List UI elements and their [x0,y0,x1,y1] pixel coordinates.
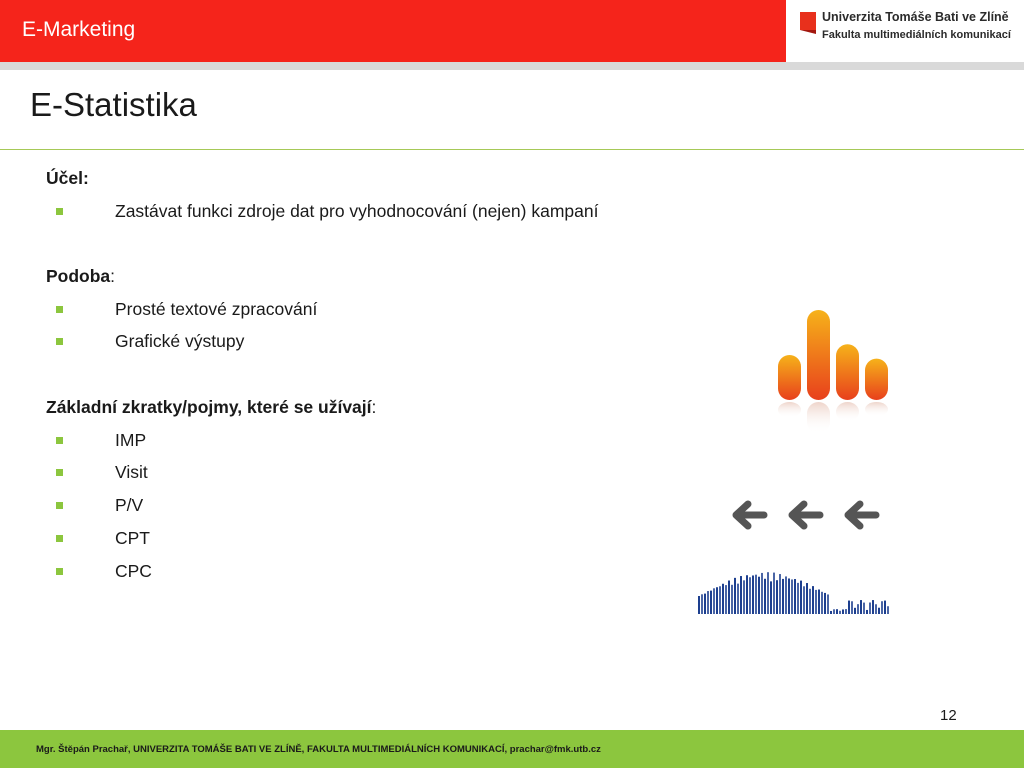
list-item-text: CPT [115,528,150,548]
arrows-left-icon [736,504,876,526]
histogram-bar [713,588,715,614]
logo-university-name: Univerzita Tomáše Bati ve Zlíně [822,10,1009,24]
histogram-bar [698,596,700,614]
histogram-bar [758,577,760,614]
list-item-text: IMP [115,430,147,450]
histogram-bar [728,581,730,614]
histogram-bar [764,579,766,614]
histogram-bar [803,586,805,614]
histogram-bar [737,584,739,614]
histogram-bar [794,579,796,614]
histogram-bar [854,608,856,614]
statistics-illustration [690,300,900,620]
histogram-bar [710,591,712,614]
bar-mark [778,355,801,400]
bullet-icon [56,208,63,215]
histogram-bar [770,581,772,614]
list-item-text: Visit [115,462,148,482]
histogram-bar [839,611,841,614]
histogram-bar [704,594,706,614]
histogram-bar [806,583,808,614]
histogram-bar [872,600,874,614]
list-item-text: Grafické výstupy [115,331,245,351]
histogram-bar [719,586,721,614]
histogram-bar [740,576,742,614]
bullet-icon [56,469,63,476]
histogram-bar [848,601,850,614]
heading-colon: : [110,266,116,286]
section-title: E-Marketing [22,18,136,41]
histogram-bar [878,608,880,614]
histogram-bar [866,610,868,614]
histogram-bar [851,601,853,614]
bullet-icon [56,437,63,444]
histogram-bar [785,576,787,614]
histogram-bar [722,584,724,614]
histogram-bar [743,580,745,614]
histogram-bar [815,590,817,614]
heading-text: Podoba [46,266,111,286]
histogram-bar [863,603,865,614]
histogram-bar [716,587,718,614]
bar-reflection [778,402,801,418]
histogram-bar [824,593,826,614]
histogram-bar [842,609,844,614]
histogram-bar [833,609,835,614]
histogram-bar [749,577,751,614]
bullet-icon [56,338,63,345]
histogram-bar [755,575,757,614]
heading-form [46,266,115,287]
bullet-icon [56,306,63,313]
bullet-icon [56,535,63,542]
histogram-bar [800,581,802,614]
list-item-text: CPC [115,561,152,581]
footer-bar [0,730,1024,768]
list-item-text: P/V [115,495,144,515]
histogram-bar [788,578,790,614]
histogram-bar [776,580,778,614]
histogram-bar [707,591,709,614]
histogram-bar [881,601,883,614]
histogram-bar [860,600,862,614]
university-logo [786,0,1024,62]
bar-chart-icon [778,310,888,434]
title-rule [0,149,1024,150]
histogram-bar [797,583,799,614]
heading-text: Účel: [46,168,89,188]
bar-mark [807,310,830,400]
histogram-bar [752,575,754,614]
bar-mark [836,344,859,400]
histogram-bar [836,609,838,614]
heading-text: Základní zkratky/pojmy, které se užívají [46,397,372,417]
histogram-bar [761,573,763,614]
histogram-bar [845,609,847,614]
logo-mark-icon [800,12,816,34]
histogram-bar [773,573,775,614]
histogram-bar [809,589,811,614]
list-item-text: Zastávat funkci zdroje dat pro vyhodnocování (nejen) kampaní [115,201,599,221]
header-divider [0,62,1024,70]
page-title: E-Statistika [30,86,197,123]
histogram-bar [818,590,820,614]
histogram-bar [869,603,871,614]
header-bar [0,0,786,62]
histogram-bar [827,594,829,614]
bar-reflection [865,402,888,416]
bar-reflection [836,402,859,422]
histogram-bar [884,601,886,614]
histogram-bar [857,604,859,614]
bullet-icon [56,568,63,575]
histogram-bar [830,611,832,614]
page-number: 12 [940,707,957,724]
bar-mark [865,359,888,400]
histogram-bar [821,592,823,614]
histogram-bar [875,604,877,614]
histogram-bar [767,572,769,614]
heading-colon: : [371,397,377,417]
histogram-bar [887,606,889,614]
list-item-text: Prosté textové zpracování [115,299,318,319]
histogram-bar [779,574,781,614]
logo-faculty-name: Fakulta multimediálních komunikací [822,29,1011,41]
histogram-bar [791,579,793,614]
histogram-bar [782,579,784,614]
footer-text: Mgr. Štěpán Prachař, UNIVERZITA TOMÁŠE BATI VE ZLÍNĚ, FAKULTA MULTIMEDIÁLNÍCH KOMUNIKACÍ, prachar@fmk.utb.cz [36,744,601,755]
histogram-bar [746,575,748,614]
histogram-bar [731,585,733,614]
bar-reflection [807,402,830,434]
histogram-bar [812,586,814,614]
heading-purpose [46,168,89,189]
histogram-bar [725,585,727,614]
histogram-bar [734,578,736,614]
heading-terms [46,397,376,418]
bullet-icon [56,502,63,509]
audio-histogram-icon [698,572,889,614]
histogram-bar [701,594,703,614]
